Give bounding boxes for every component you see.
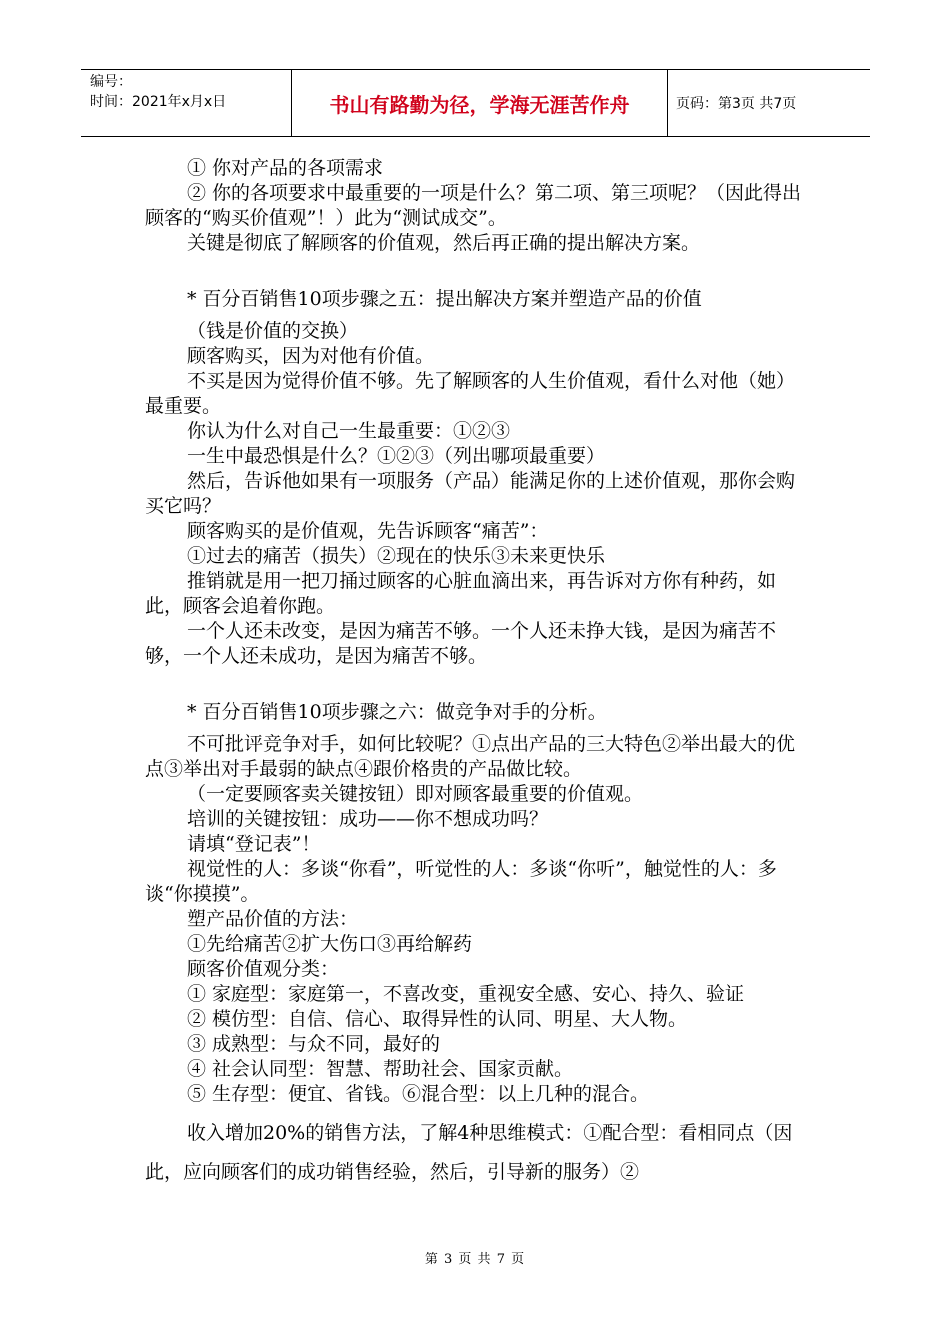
paragraph: 塑产品价值的方法： <box>187 908 359 930</box>
header-page-number: 页码：第3页 共7页 <box>676 96 797 112</box>
paragraph: 推销就是用一把刀捅过顾客的心脏血滴出来，再告诉对方你有种药，如此，顾客会追着你跑。 <box>145 570 777 617</box>
list-item: ② 模仿型：自信、信心、取得异性的认同、明星、大人物。 <box>187 1008 688 1030</box>
section-heading: * 百分百销售10项步骤之五：提出解决方案并塑造产品的价值 <box>187 288 702 310</box>
paragraph: 顾客价值观分类： <box>187 958 340 980</box>
paragraph: ② 你的各项要求中最重要的一项是什么？第二项、第三项呢？（因此得出顾客的“购买价值观”！）此为“测试成交”。 <box>145 182 802 229</box>
paragraph: ①过去的痛苦（损失）②现在的快乐③未来更快乐 <box>187 545 606 567</box>
list-item: ④ 社会认同型：智慧、帮助社会、国家贡献。 <box>187 1058 574 1080</box>
paragraph: 一个人还未改变，是因为痛苦不够。一个人还未挣大钱，是因为痛苦不够，一个人还未成功，是因为痛苦不够。 <box>145 620 777 667</box>
paragraph: 不可批评竞争对手，如何比较呢？①点出产品的三大特色②举出最大的优点③举出对手最弱的缺点④跟价格贵的产品做比较。 <box>145 733 796 780</box>
page-header <box>81 69 870 137</box>
paragraph: （一定要顾客卖关键按钮）即对顾客最重要的价值观。 <box>187 783 644 805</box>
paragraph: 关键是彻底了解顾客的价值观，然后再正确的提出解决方案。 <box>187 232 701 254</box>
paragraph: 然后，告诉他如果有一项服务（产品）能满足你的上述价值观，那你会购买它吗？ <box>145 470 796 517</box>
section-heading: * 百分百销售10项步骤之六：做竞争对手的分析。 <box>187 701 607 723</box>
document-body <box>145 156 810 1192</box>
list-item: ③ 成熟型：与众不同，最好的 <box>187 1033 441 1055</box>
paragraph: 你认为什么对自己一生最重要：①②③ <box>187 420 511 442</box>
list-item: ① 家庭型：家庭第一，不喜改变，重视安全感、安心、持久、验证 <box>187 983 745 1005</box>
page-footer: 第 3 页 共 7 页 <box>424 1252 526 1267</box>
paragraph: 收入增加20%的销售方法，了解4种思维模式：①配合型：看相同点（因此，应向顾客们的成功销售经验，然后，引导新的服务）② <box>145 1122 793 1183</box>
paragraph: ① 你对产品的各项需求 <box>187 157 384 179</box>
header-meta <box>81 70 292 136</box>
paragraph: 请填“登记表”！ <box>187 833 321 855</box>
paragraph: 顾客购买的是价值观，先告诉顾客“痛苦”： <box>187 520 549 542</box>
document-date: 时间：2021年x月x日 <box>90 94 227 110</box>
paragraph: 不买是因为觉得价值不够。先了解顾客的人生价值观，看什么对他（她）最重要。 <box>145 370 796 417</box>
paragraph: 视觉性的人：多谈“你看”，听觉性的人：多谈“你听”，触觉性的人：多谈“你摸摸”。 <box>145 858 777 905</box>
paragraph: 一生中最恐惧是什么？①②③（列出哪项最重要） <box>187 445 606 467</box>
list-item: ⑤ 生存型：便宜、省钱。⑥混合型：以上几种的混合。 <box>187 1083 650 1105</box>
header-motto: 书山有路勤为径，学海无涯苦作舟 <box>292 70 668 136</box>
paragraph: （钱是价值的交换） <box>187 320 359 342</box>
paragraph: 顾客购买，因为对他有价值。 <box>187 345 435 367</box>
document-number: 编号： <box>90 74 132 90</box>
paragraph: ①先给痛苦②扩大伤口③再给解药 <box>187 933 473 955</box>
paragraph: 培训的关键按钮：成功——你不想成功吗？ <box>187 808 549 830</box>
